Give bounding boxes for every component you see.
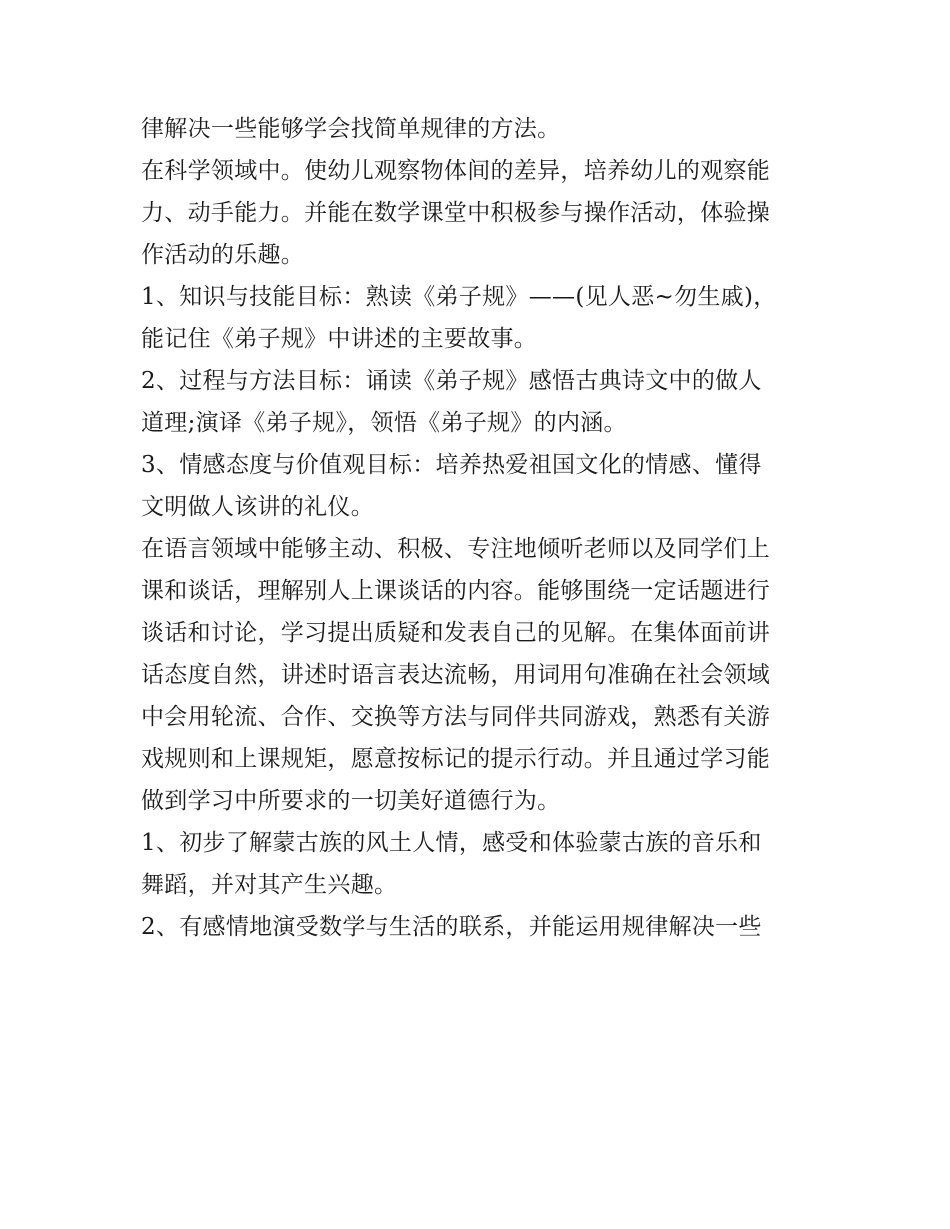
- text-line: 能记住《弟子规》中讲述的主要故事。: [141, 326, 538, 352]
- text-line: 1、知识与技能目标：熟读《弟子规》——(见人恶~勿生戚)，: [141, 284, 777, 310]
- text-line: 舞蹈，并对其产生兴趣。: [141, 872, 398, 898]
- text-line: 1、初步了解蒙古族的风土人情，感受和体验蒙古族的音乐和: [141, 830, 762, 856]
- text-line: 3、情感态度与价值观目标：培养热爱祖国文化的情感、懂得: [141, 452, 762, 478]
- text-line: 作活动的乐趣。: [141, 242, 305, 268]
- text-line: 力、动手能力。并能在数学课堂中积极参与操作活动，体验操: [141, 200, 771, 226]
- text-line: 话态度自然，讲述时语言表达流畅，用词用句准确在社会领域: [141, 662, 771, 688]
- text-line: 课和谈话，理解别人上课谈话的内容。能够围绕一定话题进行: [141, 578, 771, 604]
- text-line: 戏规则和上课规矩，愿意按标记的提示行动。并且通过学习能: [141, 746, 771, 772]
- text-line: 中会用轮流、合作、交换等方法与同伴共同游戏，熟悉有关游: [141, 704, 771, 730]
- text-line: 道理;演译《弟子规》，领悟《弟子规》的内涵。: [141, 410, 627, 436]
- text-line: 做到学习中所要求的一切美好道德行为。: [141, 788, 561, 814]
- text-line: 2、过程与方法目标：诵读《弟子规》感悟古典诗文中的做人: [141, 368, 762, 394]
- document-body: [141, 108, 821, 948]
- text-line: 律解决一些能够学会找简单规律的方法。: [141, 116, 561, 142]
- text-line: 在语言领域中能够主动、积极、专注地倾听老师以及同学们上: [141, 536, 771, 562]
- text-line: 谈话和讨论，学习提出质疑和发表自己的见解。在集体面前讲: [141, 620, 771, 646]
- text-line: 文明做人该讲的礼仪。: [141, 494, 374, 520]
- text-line: 2、有感情地演受数学与生活的联系，并能运用规律解决一些: [141, 914, 762, 940]
- text-line: 在科学领域中。使幼儿观察物体间的差异，培养幼儿的观察能: [141, 158, 771, 184]
